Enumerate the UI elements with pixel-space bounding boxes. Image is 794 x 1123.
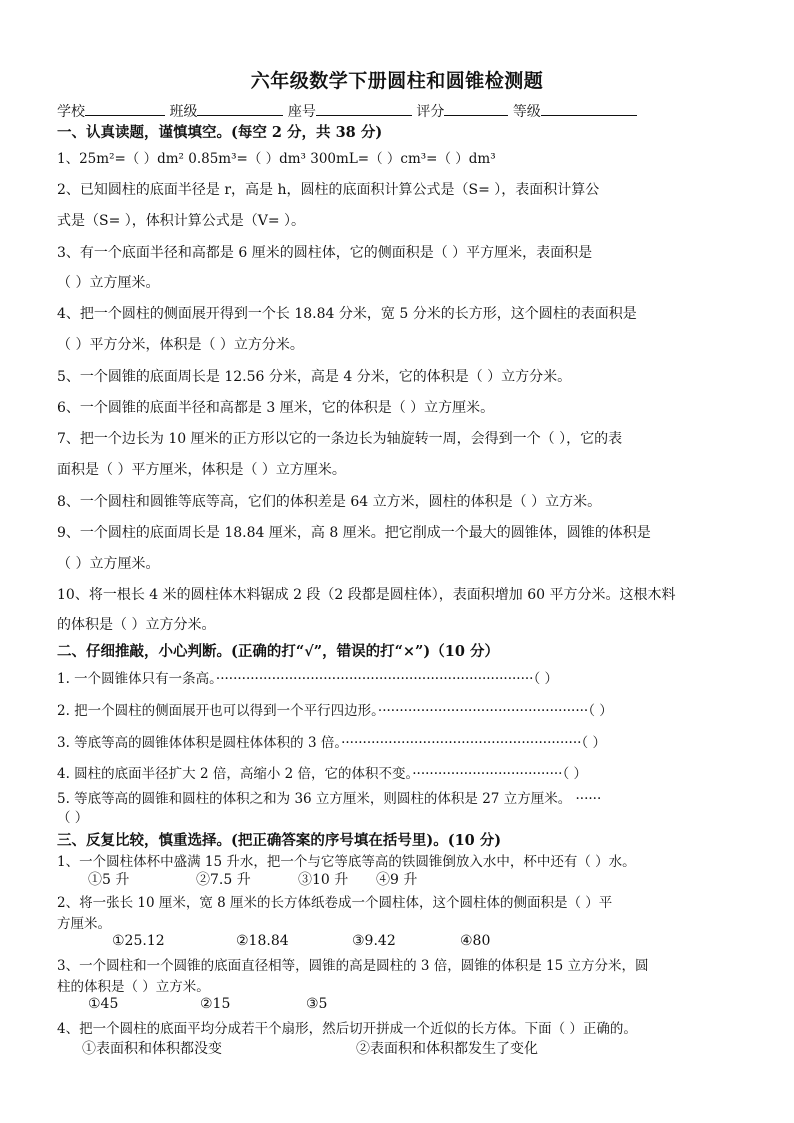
s1-line-6: 4、把一个圆柱的侧面展开得到一个长 18.84 分米，宽 5 分米的长方形，这个圆柱的表面积是	[57, 306, 637, 322]
s3-q4: 4、把一个圆柱的底面平均分成若干个扇形，然后切开拼成一个近似的长方体。下面（ ）正确的。	[57, 1021, 637, 1037]
section1-heading: 一、认真读题，谨慎填空。(每空 2 分，共 38 分)	[57, 124, 383, 141]
score-label: 评分	[416, 104, 445, 120]
s3-q2-line-1: 2、将一张长 10 厘米，宽 8 厘米的长方体纸卷成一个圆柱体，这个圆柱体的侧面积是（ ）平	[57, 895, 613, 911]
s1-line-1: 1、25m²=（ ）dm² 0.85m³=（ ）dm³ 300mL=（ ）cm³=（ ）dm³	[57, 151, 496, 167]
school-label: 学校	[57, 104, 85, 120]
seat-blank[interactable]	[316, 103, 412, 116]
s1-line-13: 9、一个圆柱的底面周长是 18.84 厘米，高 8 厘米。把它削成一个最大的圆锥体，圆锥的体积是	[57, 525, 651, 541]
s2-item-4: 4. 圆柱的底面半径扩大 2 倍，高缩小 2 倍，它的体积不变。···································（ ）	[57, 766, 587, 782]
s3-q1-option-4: ④9 升	[376, 872, 418, 888]
s1-line-12: 8、一个圆柱和圆锥等底等高，它们的体积差是 64 立方米，圆柱的体积是（ ）立方米。	[57, 494, 602, 510]
s1-line-5: （ ）立方厘米。	[57, 275, 160, 291]
s3-q3-option-3: ③5	[306, 996, 328, 1012]
s3-q3-line-1: 3、一个圆柱和一个圆锥的底面直径相等，圆锥的高是圆柱的 3 倍，圆锥的体积是 15 立方分米，圆	[57, 958, 649, 974]
s1-line-8: 5、一个圆锥的底面周长是 12.56 分米，高是 4 分米，它的体积是（ ）立方分米。	[57, 369, 572, 385]
s1-line-4: 3、有一个底面半径和高都是 6 厘米的圆柱体，它的侧面积是（ ）平方厘米，表面积是	[57, 245, 593, 261]
s3-q2-option-4: ④80	[460, 933, 491, 949]
s1-line-9: 6、一个圆锥的底面半径和高都是 3 厘米，它的体积是（ ）立方厘米。	[57, 400, 495, 416]
grade-label: 等级	[512, 104, 541, 120]
s1-line-15: 10、将一根长 4 米的圆柱体木料锯成 2 段（2 段都是圆柱体），表面积增加 60 平方分米。这根木料	[57, 587, 676, 603]
class-label: 班级	[169, 104, 198, 120]
class-blank[interactable]	[197, 103, 283, 116]
s2-item-5: 5. 等底等高的圆锥和圆柱的体积之和为 36 立方厘米，则圆柱的体积是 27 立方厘米。 ······	[57, 791, 602, 807]
score-blank[interactable]	[444, 103, 508, 116]
student-info-row	[57, 101, 737, 121]
s3-q1-option-3: ③10 升	[298, 872, 349, 888]
s3-q4-option-1: ①表面积和体积都没变	[82, 1041, 222, 1057]
s3-q2-option-3: ③9.42	[352, 933, 396, 949]
s2-item-5-paren: （ ）	[57, 810, 89, 826]
s3-q1-option-1: ①5 升	[88, 872, 130, 888]
grade-blank[interactable]	[541, 103, 637, 116]
s1-line-10: 7、把一个边长为 10 厘米的正方形以它的一条边长为轴旋转一周，会得到一个（ ），它的表	[57, 431, 623, 447]
s3-q3-option-1: ①45	[88, 996, 119, 1012]
s1-line-11: 面积是（ ）平方厘米，体积是（ ）立方厘米。	[57, 462, 346, 478]
s1-line-2: 2、已知圆柱的底面半径是 r，高是 h，圆柱的底面积计算公式是（S= ），表面积计算公	[57, 182, 600, 198]
s1-line-3: 式是（S= ），体积计算公式是（V= ）。	[57, 213, 306, 229]
s3-q2-line-2: 方厘米。	[57, 916, 111, 932]
s3-q2-option-1: ①25.12	[112, 933, 165, 949]
section3-heading: 三、反复比较，慎重选择。(把正确答案的序号填在括号里)。(10 分)	[57, 832, 502, 849]
s3-q1: 1、一个圆柱体杯中盛满 15 升水，把一个与它等底等高的铁圆锥倒放入水中，杯中还有（ ）水。	[57, 854, 636, 870]
school-blank[interactable]	[85, 103, 165, 116]
s1-line-14: （ ）立方厘米。	[57, 556, 160, 572]
s2-item-1: 1. 一个圆锥体只有一条高。··········································································（ ）	[57, 671, 559, 687]
s2-item-2: 2. 把一个圆柱的侧面展开也可以得到一个平行四边形。·················································（ ）	[57, 703, 613, 719]
seat-label: 座号	[287, 104, 316, 120]
exam-title: 六年级数学下册圆柱和圆锥检测题	[250, 70, 544, 92]
s3-q4-option-2: ②表面积和体积都发生了变化	[356, 1041, 538, 1057]
s3-q2-option-2: ②18.84	[236, 933, 289, 949]
s1-line-7: （ ）平方分米，体积是（ ）立方分米。	[57, 337, 304, 353]
s1-line-16: 的体积是（ ）立方分米。	[57, 617, 216, 633]
section2-heading: 二、仔细推敲，小心判断。(正确的打“√”，错误的打“×”)（10 分）	[57, 643, 499, 660]
s3-q3-option-2: ②15	[200, 996, 231, 1012]
s3-q3-line-2: 柱的体积是（ ）立方米。	[57, 979, 210, 995]
s2-item-3: 3. 等底等高的圆锥体体积是圆柱体体积的 3 倍。························································（ ）	[57, 735, 606, 751]
s3-q1-option-2: ②7.5 升	[196, 872, 251, 888]
